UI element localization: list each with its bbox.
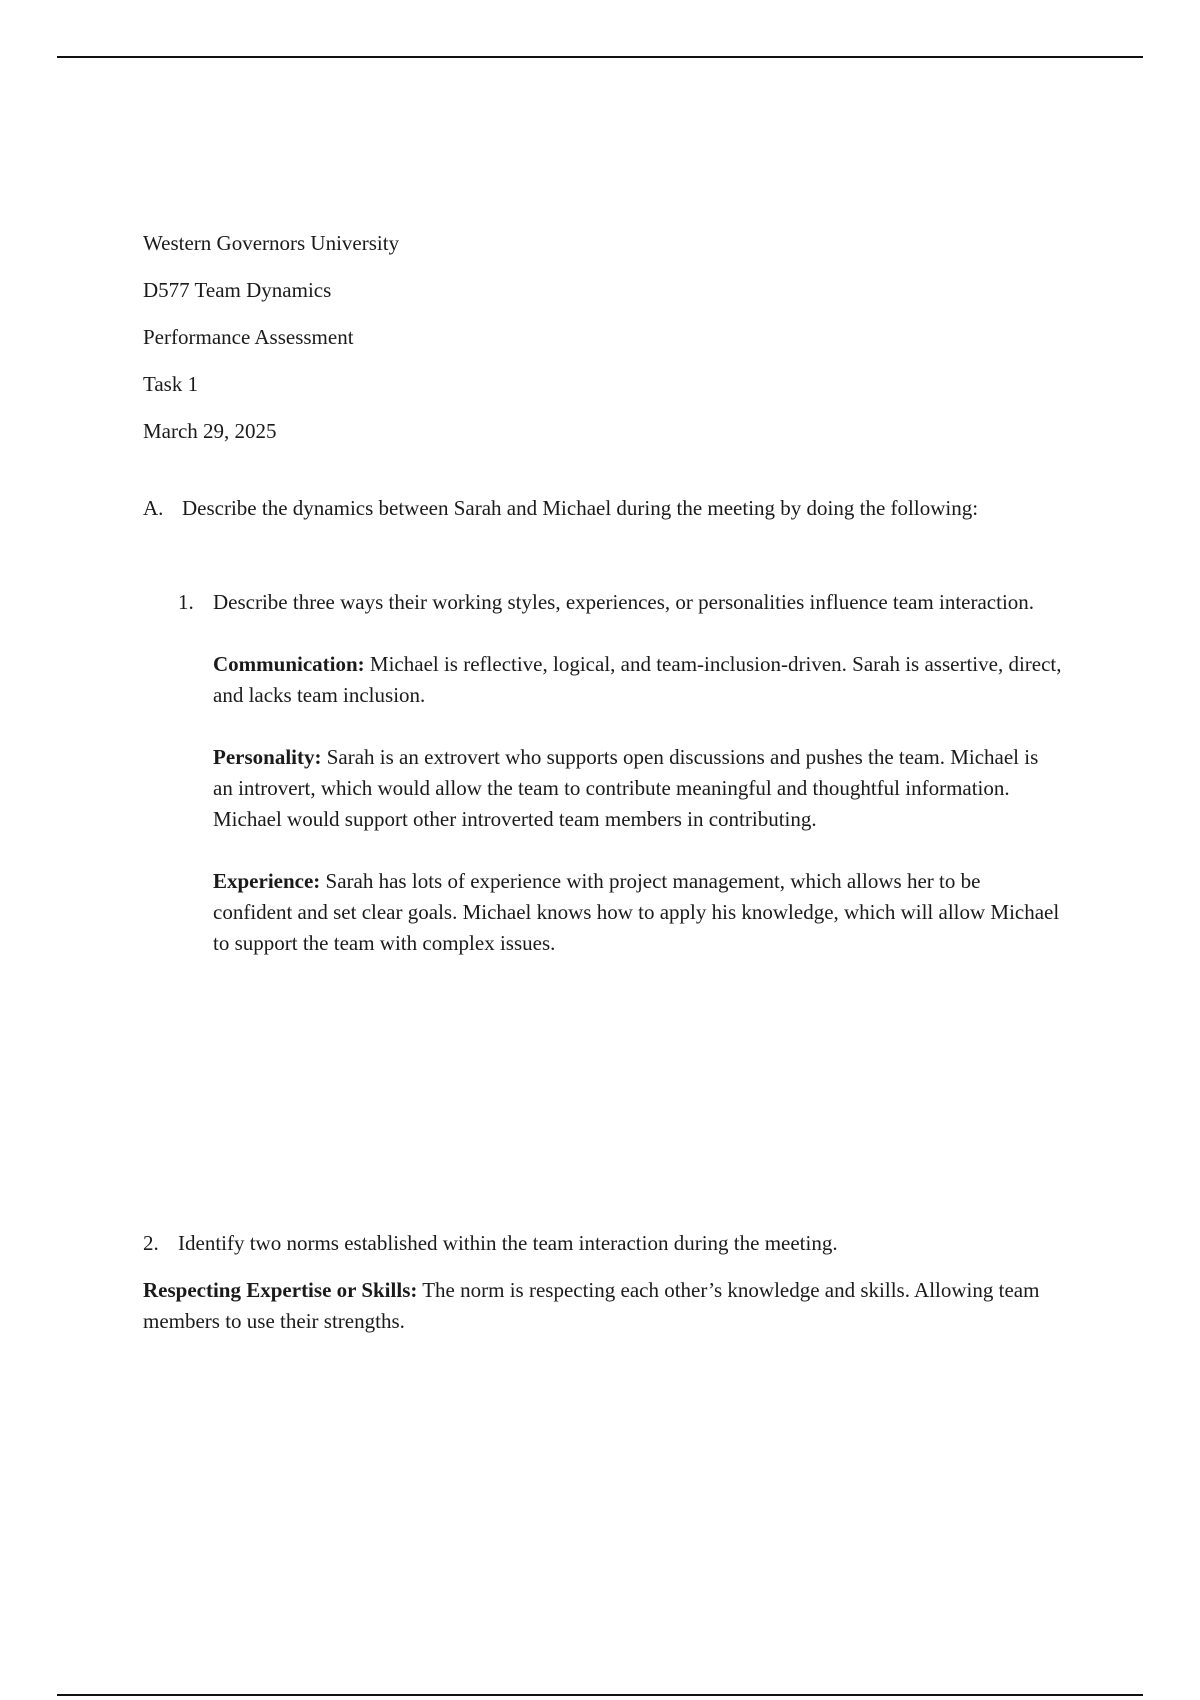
communication-point xyxy=(213,649,1063,711)
question-1-prompt: Describe three ways their working styles, experiences, or personalities influence team interaction. xyxy=(213,590,1035,614)
question-2-prompt: Identify two norms established within the team interaction during the meeting. xyxy=(178,1231,838,1255)
document-date: March 29, 2025 xyxy=(143,419,277,443)
norm-respecting-expertise-label: Respecting Expertise or Skills: xyxy=(143,1278,418,1302)
experience-text: Sarah has lots of experience with project management, which allows her to be confident and set clear goals. Michael knows how to apply his knowledge, which will allow Michael to support the team with complex issues. xyxy=(213,869,1060,955)
section-a-prompt: Describe the dynamics between Sarah and Michael during the meeting by doing the following: xyxy=(182,496,979,520)
communication-text: Michael is reflective, logical, and team-inclusion-driven. Sarah is assertive, direct, and lacks team inclusion. xyxy=(213,652,1062,707)
section-a-marker: A. xyxy=(143,496,164,520)
question-2-marker: 2. xyxy=(143,1231,159,1255)
personality-text: Sarah is an extrovert who supports open discussions and pushes the team. Michael is an introvert, which would allow the team to contribute meaningful and thoughtful information. Michael would support other introverted team members in contributing. xyxy=(213,745,1039,831)
norm-respecting-expertise xyxy=(143,1275,1063,1337)
experience-label: Experience: xyxy=(213,869,321,893)
top-rule xyxy=(57,56,1143,58)
university-name: Western Governors University xyxy=(143,231,400,255)
experience-point xyxy=(213,866,1063,959)
question-1-marker: 1. xyxy=(178,590,194,614)
question-1 xyxy=(178,587,1063,959)
personality-point xyxy=(213,742,1063,835)
communication-label: Communication: xyxy=(213,652,365,676)
task-label: Task 1 xyxy=(143,372,199,396)
document-page xyxy=(143,228,1063,959)
norm-respecting-expertise-text: The norm is respecting each other’s knowledge and skills. Allowing team members to use their strengths. xyxy=(143,1278,1040,1333)
assessment-title: Performance Assessment xyxy=(143,325,354,349)
section-a xyxy=(143,493,1063,524)
course-title: D577 Team Dynamics xyxy=(143,278,332,302)
question-2 xyxy=(143,1228,1063,1337)
bottom-rule xyxy=(57,1694,1143,1696)
personality-label: Personality: xyxy=(213,745,322,769)
